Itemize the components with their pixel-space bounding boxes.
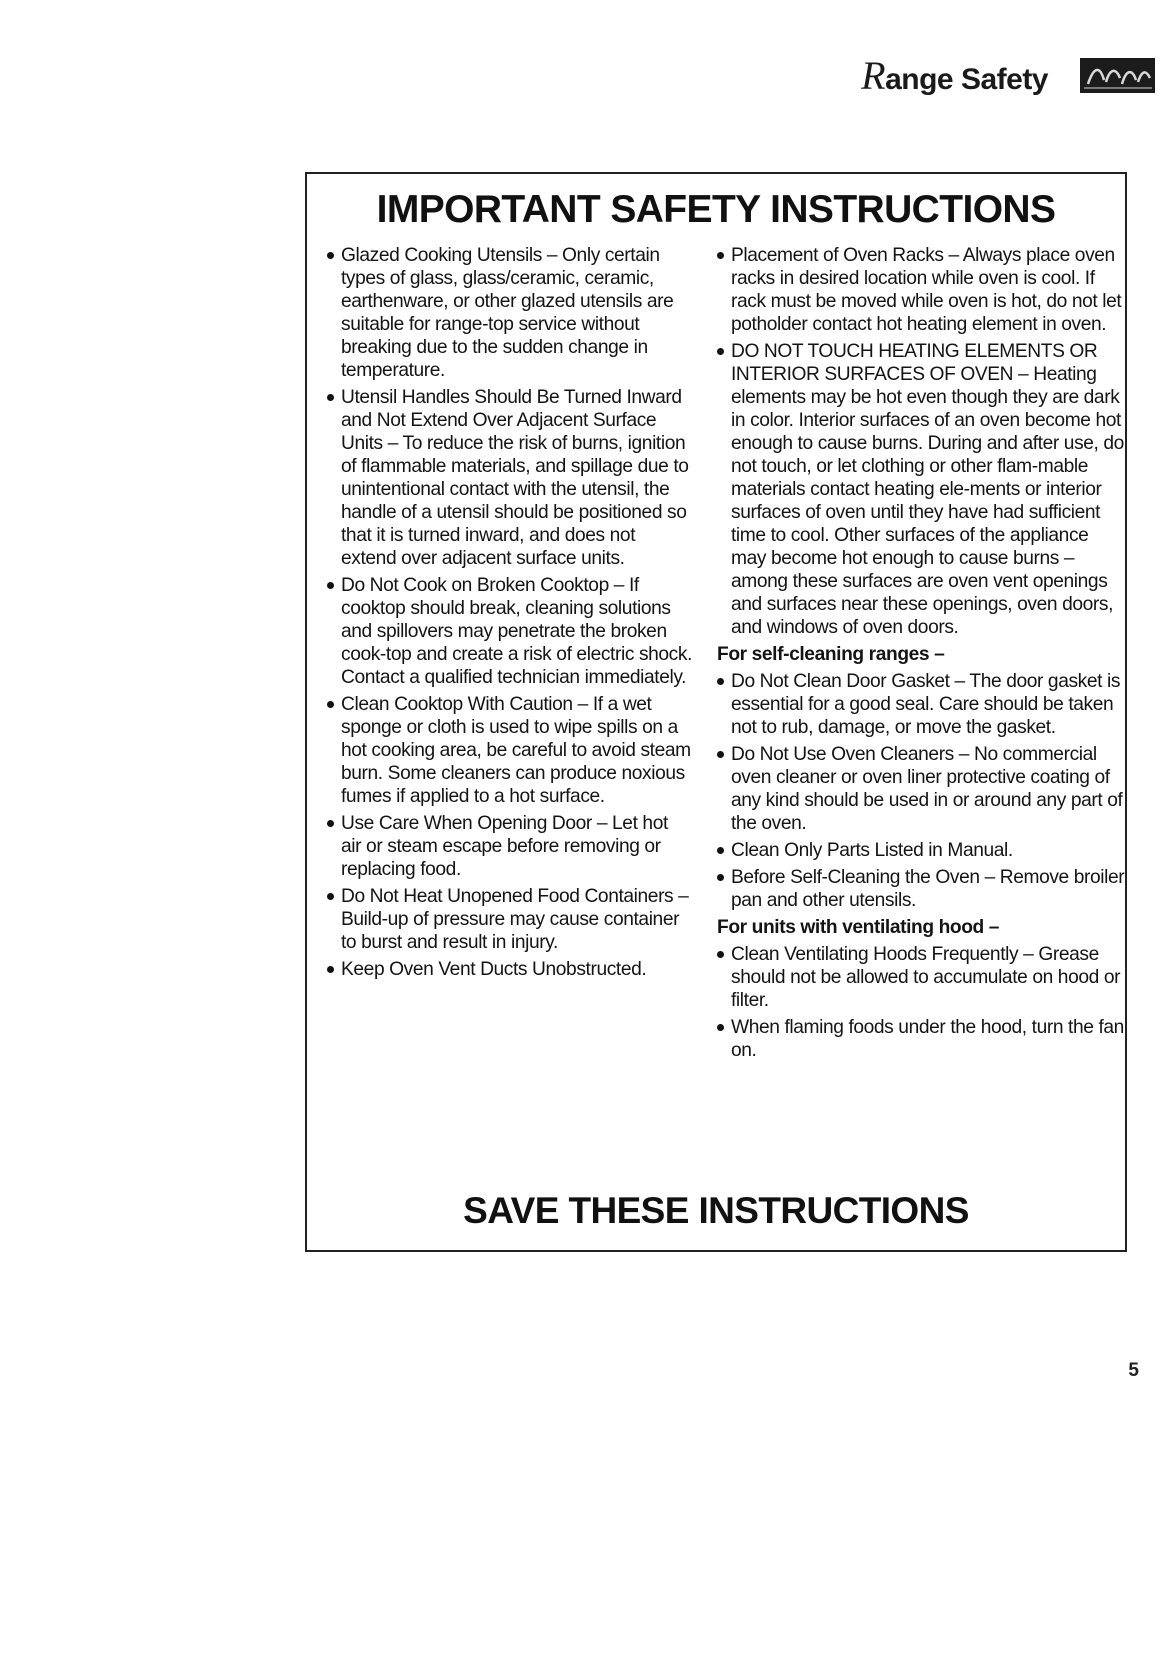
bullet-icon [717, 1024, 724, 1031]
bullet-icon [327, 966, 334, 973]
list-item [717, 743, 1127, 835]
bullet-icon [717, 847, 724, 854]
list-item [327, 386, 692, 570]
bullet-icon [327, 394, 334, 401]
bullet-icon [717, 951, 724, 958]
page-number: 5 [1128, 1360, 1139, 1381]
list-item [327, 244, 692, 382]
bullet-icon [717, 678, 724, 685]
list-item [327, 958, 692, 981]
list-item-text: Clean Only Parts Listed in Manual. [731, 840, 1013, 861]
list-item [717, 670, 1127, 739]
list-item-text: Before Self-Cleaning the Oven – Remove broiler pan and other utensils. [731, 867, 1125, 911]
section-title [861, 52, 1048, 99]
bullet-icon [327, 582, 334, 589]
safety-instructions-panel [305, 172, 1127, 1252]
range-logo-icon [1080, 58, 1155, 93]
left-column [327, 244, 692, 985]
self-cleaning-heading: For self-cleaning ranges – [717, 644, 945, 665]
bullet-icon [327, 820, 334, 827]
ventilating-hood-heading: For units with ventilating hood – [717, 917, 1000, 938]
list-item [717, 1016, 1127, 1062]
bullet-icon [327, 893, 334, 900]
bullet-icon [327, 252, 334, 259]
list-item-text: Clean Ventilating Hoods Frequently – Grease should not be allowed to accumulate on hood or filter. [731, 944, 1121, 1011]
section-title-rest: ange Safety [885, 63, 1048, 96]
list-item-text: Clean Cooktop With Caution – If a wet sponge or cloth is used to wipe spills on a hot cooking area, be careful to avoid steam burn. Some cleaners can produce noxious fumes if applied to a hot surface. [341, 694, 691, 807]
list-item-text: Glazed Cooking Utensils – Only certain types of glass, glass/ceramic, ceramic, earthenware, or other glazed utensils are suitable for range-top service without breaking due to the sudden change in temperature. [341, 245, 674, 381]
list-item-text: DO NOT TOUCH HEATING ELEMENTS OR INTERIOR SURFACES OF OVEN – Heating elements may be hot even though they are dark in color. Interior surfaces of an oven become hot enough to cause burns. During and after use, do not touch, or let clothing or other flam-mable materials contact heating ele-ments or interior surfaces of oven until they have had sufficient time to cool. Other surfaces of the appliance may become hot enough to cause burns – among these surfaces are oven vent openings and surfaces near these openings, oven doors, and windows of oven doors. [731, 341, 1124, 638]
bullet-icon [717, 874, 724, 881]
list-item-text: Do Not Cook on Broken Cooktop – If cooktop should break, cleaning solutions and spillovers may penetrate the broken cook-top and create a risk of electric shock. Contact a qualified technician immediately. [341, 575, 692, 688]
list-item [717, 340, 1127, 639]
list-item-text: When flaming foods under the hood, turn the fan on. [731, 1017, 1124, 1061]
panel-title: IMPORTANT SAFETY INSTRUCTIONS [376, 188, 1056, 231]
list-item-text: Placement of Oven Racks – Always place oven racks in desired location while oven is cool. If rack must be moved while oven is hot, do not let potholder contact hot heating element in oven. [731, 245, 1122, 335]
list-item [717, 943, 1127, 1012]
list-item [327, 574, 692, 689]
panel-footer: SAVE THESE INSTRUCTIONS [463, 1190, 969, 1231]
list-item-text: Do Not Heat Unopened Food Containers – Build-up of pressure may cause container to burst and result in injury. [341, 886, 689, 953]
bullet-icon [717, 348, 724, 355]
list-item [717, 866, 1127, 912]
list-item-text: Use Care When Opening Door – Let hot air or steam escape before removing or replacing food. [341, 813, 668, 880]
list-item [327, 812, 692, 881]
list-item [327, 693, 692, 808]
list-item-text: Utensil Handles Should Be Turned Inward and Not Extend Over Adjacent Surface Units – To reduce the risk of burns, ignition of flammable materials, and spillage due to unintentional contact with the utensil, the handle of a utensil should be positioned so that it is turned inward, and does not extend over adjacent surface units. [341, 387, 689, 569]
list-item [717, 244, 1127, 336]
section-title-initial: R [861, 53, 886, 98]
list-item [327, 885, 692, 954]
bullet-icon [717, 751, 724, 758]
list-item-text: Keep Oven Vent Ducts Unobstructed. [341, 959, 647, 980]
bullet-icon [327, 701, 334, 708]
list-item [717, 839, 1127, 862]
right-column [717, 244, 1127, 1066]
page-header [861, 52, 1155, 99]
list-item-text: Do Not Clean Door Gasket – The door gasket is essential for a good seal. Care should be taken not to rub, damage, or move the gasket. [731, 671, 1121, 738]
bullet-icon [717, 252, 724, 259]
list-item-text: Do Not Use Oven Cleaners – No commercial oven cleaner or oven liner protective coating of any kind should be used in or around any part of the oven. [731, 744, 1123, 834]
